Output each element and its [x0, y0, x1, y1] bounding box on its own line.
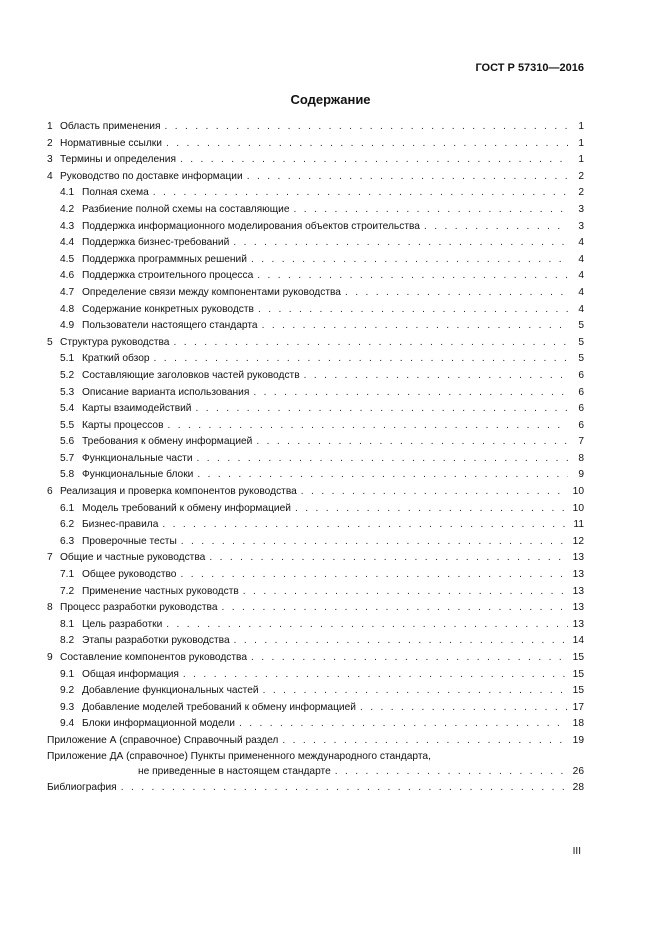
toc-entry-title: Разбиение полной схемы на составляющие: [82, 203, 290, 215]
toc-entry-page: 6: [578, 369, 584, 381]
toc-entry-page: 13: [572, 585, 584, 597]
toc-entry[interactable]: [47, 119, 584, 136]
toc-entry[interactable]: [47, 368, 584, 385]
toc-entry-number: 6.2: [60, 519, 75, 531]
dot-leader: [257, 268, 568, 285]
toc-entry[interactable]: [47, 584, 584, 601]
toc-entry-number: 7.2: [60, 585, 75, 597]
toc-entry[interactable]: [47, 633, 584, 650]
dot-leader: [166, 617, 568, 634]
toc-entry-title: Поддержка бизнес-требований: [82, 237, 230, 249]
toc-entry-number: 3: [47, 154, 53, 166]
toc-entry-number: 4.6: [60, 270, 75, 282]
toc-entry[interactable]: [47, 550, 584, 567]
toc-entry-number: 5.5: [60, 419, 75, 431]
toc-entry-number: 5.8: [60, 469, 75, 481]
toc-entry-number: 9.3: [60, 701, 75, 713]
toc-entry-title: Полная схема: [82, 187, 149, 199]
dot-leader: [153, 185, 568, 202]
toc-entry[interactable]: [47, 252, 584, 269]
dot-leader: [256, 434, 568, 451]
dot-leader: [181, 534, 568, 551]
toc-entry-title: Структура руководства: [60, 336, 170, 348]
toc-entry-page: 19: [572, 734, 584, 746]
toc-entry-page: 13: [572, 552, 584, 564]
toc-entry-title: Общее руководство: [82, 569, 177, 581]
dot-leader: [239, 716, 568, 733]
toc-entry-page: 5: [578, 336, 584, 348]
dot-leader: [301, 484, 568, 501]
toc-entry-page: 1: [578, 121, 584, 132]
toc-entry-title: Область применения: [60, 121, 161, 132]
toc-entry-title: Функциональные блоки: [82, 469, 194, 481]
dot-leader: [304, 368, 568, 385]
toc-entry[interactable]: [47, 567, 584, 584]
toc-entry[interactable]: [47, 302, 584, 319]
toc-entry[interactable]: [47, 401, 584, 418]
toc-entry-title: Цель разработки: [82, 618, 163, 630]
toc-entry-title: Процесс разработки руководства: [60, 602, 218, 614]
toc-entry-page: 4: [578, 237, 584, 249]
table-of-contents: [47, 119, 584, 797]
toc-entry-number: 6.3: [60, 535, 75, 547]
toc-entry[interactable]: [47, 451, 584, 468]
toc-entry[interactable]: [47, 136, 584, 153]
toc-entry-number: 4.1: [60, 187, 75, 199]
toc-entry-number: 5.7: [60, 452, 75, 464]
toc-entry-number: 5.1: [60, 353, 75, 365]
toc-appendix-da-line2[interactable]: [47, 764, 584, 781]
toc-entry-number: 8.1: [60, 618, 75, 630]
toc-entry-number: 5.6: [60, 436, 75, 448]
toc-entry[interactable]: [47, 434, 584, 451]
dot-leader: [345, 285, 568, 302]
dot-leader: [222, 600, 569, 617]
toc-entry-page: 15: [572, 685, 584, 697]
toc-entry[interactable]: [47, 169, 584, 186]
toc-entry-page: 26: [572, 765, 584, 777]
toc-entry-title: Описание варианта использования: [82, 386, 250, 398]
toc-entry[interactable]: [47, 219, 584, 236]
toc-entry-title: Поддержка информационного моделирования объектов строительства: [82, 220, 420, 232]
toc-entry[interactable]: [47, 683, 584, 700]
toc-entry[interactable]: [47, 351, 584, 368]
toc-entry-number: 9.1: [60, 668, 75, 680]
dot-leader: [180, 567, 568, 584]
toc-entry-title: Блоки информационной модели: [82, 718, 235, 730]
toc-entry-number: 4.9: [60, 320, 75, 332]
toc-entry-title: Добавление моделей требований к обмену информацией: [82, 701, 356, 713]
dot-leader: [251, 252, 568, 269]
toc-entry-page: 12: [572, 535, 584, 547]
dot-leader: [262, 318, 568, 335]
toc-entry-title: Руководство по доставке информации: [60, 170, 243, 182]
toc-bibliography[interactable]: [47, 780, 584, 797]
toc-entry-title: Общие и частные руководства: [60, 552, 206, 564]
toc-entry-title: Бизнес-правила: [82, 519, 159, 531]
toc-entry[interactable]: [47, 650, 584, 667]
toc-entry-page: 7: [578, 436, 584, 448]
toc-entry[interactable]: [47, 700, 584, 717]
toc-entry-number: 9.4: [60, 718, 75, 730]
toc-entry-number: 7.1: [60, 569, 75, 581]
toc-entry[interactable]: [47, 202, 584, 219]
toc-entry-page: 9: [578, 469, 584, 481]
toc-entry-number: 2: [47, 137, 53, 149]
toc-entry-number: 9.2: [60, 685, 75, 697]
toc-entry[interactable]: [47, 517, 584, 534]
toc-entry-number: 1: [47, 121, 53, 132]
toc-entry-page: 2: [578, 187, 584, 199]
toc-entry[interactable]: [47, 418, 584, 435]
toc-entry[interactable]: [47, 501, 584, 518]
toc-entry[interactable]: [47, 268, 584, 285]
toc-entry-title: Требования к обмену информацией: [82, 436, 253, 448]
toc-entry-title: Приложение А (справочное) Справочный раздел: [47, 734, 279, 746]
toc-entry-page: 3: [578, 220, 584, 232]
toc-entry-title: Функциональные части: [82, 452, 193, 464]
toc-entry-number: 6: [47, 486, 53, 498]
toc-appendix-da-line1[interactable]: [47, 750, 584, 764]
dot-leader: [164, 119, 568, 136]
toc-entry-title: Проверочные тесты: [82, 535, 177, 547]
toc-entry[interactable]: [47, 617, 584, 634]
toc-entry[interactable]: [47, 467, 584, 484]
toc-entry[interactable]: [47, 152, 584, 169]
toc-entry-number: 4.5: [60, 253, 75, 265]
dot-leader: [247, 169, 568, 186]
toc-entry-number: 7: [47, 552, 53, 564]
toc-entry-title: Содержание конкретных руководств: [82, 303, 254, 315]
dot-leader: [209, 550, 568, 567]
toc-entry-title: Карты процессов: [82, 419, 164, 431]
toc-entry[interactable]: [47, 667, 584, 684]
toc-entry-page: 14: [572, 635, 584, 647]
dot-leader: [243, 584, 568, 601]
toc-entry[interactable]: [47, 335, 584, 352]
toc-entry-number: 5.4: [60, 403, 75, 415]
toc-entry[interactable]: [47, 185, 584, 202]
toc-entry-number: 8: [47, 602, 53, 614]
toc-entry-page: 10: [572, 502, 584, 514]
dot-leader: [154, 351, 568, 368]
toc-entry-title: Поддержка программных решений: [82, 253, 247, 265]
toc-entry[interactable]: [47, 484, 584, 501]
dot-leader: [233, 235, 568, 252]
dot-leader: [263, 683, 568, 700]
toc-entry-page: 4: [578, 303, 584, 315]
toc-entry-page: 5: [578, 353, 584, 365]
toc-entry-title: Общая информация: [82, 668, 179, 680]
toc-entry-number: 4.3: [60, 220, 75, 232]
toc-entry-page: 13: [572, 569, 584, 581]
dot-leader: [167, 418, 568, 435]
toc-entry-page: 15: [572, 668, 584, 680]
toc-entry-number: 4.4: [60, 237, 75, 249]
dot-leader: [162, 517, 568, 534]
toc-entry[interactable]: [47, 285, 584, 302]
document-code: ГОСТ Р 57310—2016: [475, 62, 584, 74]
toc-entry-page: 1: [578, 154, 584, 166]
toc-entry-page: 18: [572, 718, 584, 730]
dot-leader: [335, 764, 568, 781]
toc-entry[interactable]: [47, 385, 584, 402]
toc-entry-number: 4: [47, 170, 53, 182]
toc-entry-page: 6: [578, 403, 584, 415]
toc-entry-page: 2: [578, 170, 584, 182]
toc-entry-title: Нормативные ссылки: [60, 137, 162, 149]
toc-entry-number: 5.3: [60, 386, 75, 398]
toc-entry-number: 5.2: [60, 369, 75, 381]
toc-entry-number: 5: [47, 336, 53, 348]
toc-entry-page: 4: [578, 286, 584, 298]
toc-entry-page: 8: [578, 452, 584, 464]
toc-entry-page: 17: [572, 701, 584, 713]
toc-entry-number: 9: [47, 652, 53, 663]
toc-entry-number: 4.8: [60, 303, 75, 315]
toc-entry-page: 5: [578, 320, 584, 332]
toc-entry-page: 6: [578, 386, 584, 398]
dot-leader: [234, 633, 568, 650]
toc-entry-page: 6: [578, 419, 584, 431]
toc-appendix-a[interactable]: [47, 733, 584, 750]
toc-entry-number: 4.7: [60, 286, 75, 298]
dot-leader: [166, 136, 568, 153]
toc-entry-title: Краткий обзор: [82, 353, 150, 365]
dot-leader: [173, 335, 568, 352]
toc-entry-page: 3: [578, 203, 584, 215]
dot-leader: [183, 667, 568, 684]
dot-leader: [253, 385, 568, 402]
toc-entry-title: Термины и определения: [60, 154, 176, 166]
toc-entry-page: 4: [578, 270, 584, 282]
toc-entry-title: Библиография: [47, 782, 117, 794]
dot-leader: [197, 467, 568, 484]
toc-entry-page: 15: [572, 652, 584, 663]
toc-entry-title: Добавление функциональных частей: [82, 685, 259, 697]
dot-leader: [258, 302, 568, 319]
dot-leader: [180, 152, 568, 169]
toc-entry-title: Пользователи настоящего стандарта: [82, 320, 258, 332]
toc-entry[interactable]: [47, 716, 584, 733]
toc-entry-title: Поддержка строительного процесса: [82, 270, 254, 282]
toc-entry-page: 4: [578, 253, 584, 265]
toc-entry-page: 11: [573, 519, 584, 531]
toc-entry-title: Реализация и проверка компонентов руководства: [60, 486, 297, 498]
toc-entry[interactable]: [47, 534, 584, 551]
toc-entry-title: Составление компонентов руководства: [60, 652, 248, 663]
toc-entry-page: 10: [572, 486, 584, 498]
toc-entry-page: 13: [572, 618, 584, 630]
toc-entry-number: 8.2: [60, 635, 75, 647]
toc-entry[interactable]: [47, 318, 584, 335]
toc-entry-title: Карты взаимодействий: [82, 403, 192, 415]
toc-entry-number: 4.2: [60, 203, 75, 215]
toc-entry-page: 1: [578, 137, 584, 149]
dot-leader: [197, 451, 568, 468]
dot-leader: [424, 219, 568, 236]
toc-entry-number: 6.1: [60, 502, 75, 514]
toc-entry-page: 13: [572, 602, 584, 614]
toc-entry-title: Определение связи между компонентами руководства: [82, 286, 341, 298]
dot-leader: [360, 700, 568, 717]
toc-entry[interactable]: [47, 235, 584, 252]
page-title: Содержание: [290, 92, 371, 107]
toc-entry-page: 28: [572, 782, 584, 794]
dot-leader: [294, 202, 568, 219]
dot-leader: [282, 733, 568, 750]
toc-entry-title: Применение частных руководств: [82, 585, 239, 597]
toc-entry-title: Приложение ДА (справочное) Пункты примененного международного стандарта,: [47, 750, 431, 762]
toc-entry-title: Модель требований к обмену информацией: [82, 502, 291, 514]
page-number: III: [572, 846, 581, 857]
dot-leader: [251, 650, 568, 667]
dot-leader: [196, 401, 569, 418]
toc-entry[interactable]: [47, 600, 584, 617]
toc-entry-title: Составляющие заголовков частей руководств: [82, 369, 300, 381]
toc-entry-title: не приведенные в настоящем стандарте: [138, 765, 331, 777]
dot-leader: [295, 501, 568, 518]
dot-leader: [121, 780, 568, 797]
toc-entry-title: Этапы разработки руководства: [82, 635, 230, 647]
